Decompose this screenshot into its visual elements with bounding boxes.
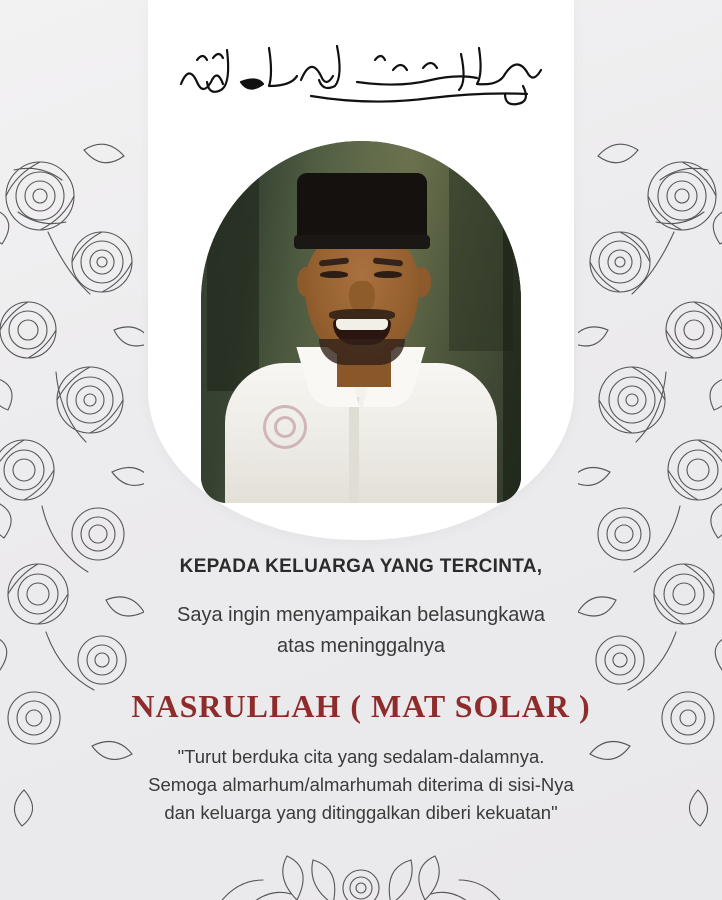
portrait-subject <box>201 141 521 503</box>
condolence-text-block <box>0 540 722 827</box>
quote-line-3: dan keluarga yang ditinggalkan diberi kekuatan" <box>164 802 558 823</box>
condolence-quote <box>70 743 652 827</box>
deceased-name: NASRULLAH ( MAT SOLAR ) <box>131 688 591 724</box>
condolence-message <box>70 600 652 662</box>
quote-line-2: Semoga almarhum/almarhumah diterima di sisi-Nya <box>148 774 574 795</box>
message-line-2: atas meninggalnya <box>277 635 445 657</box>
portrait-photo <box>201 141 521 503</box>
addressee-heading: KEPADA KELUARGA YANG TERCINTA, <box>179 556 543 577</box>
message-line-1: Saya ingin menyampaikan belasungkawa <box>176 604 545 626</box>
quote-line-1: "Turut berduka cita yang sedalam-dalamnya. <box>177 746 545 767</box>
photo-background <box>201 141 521 503</box>
